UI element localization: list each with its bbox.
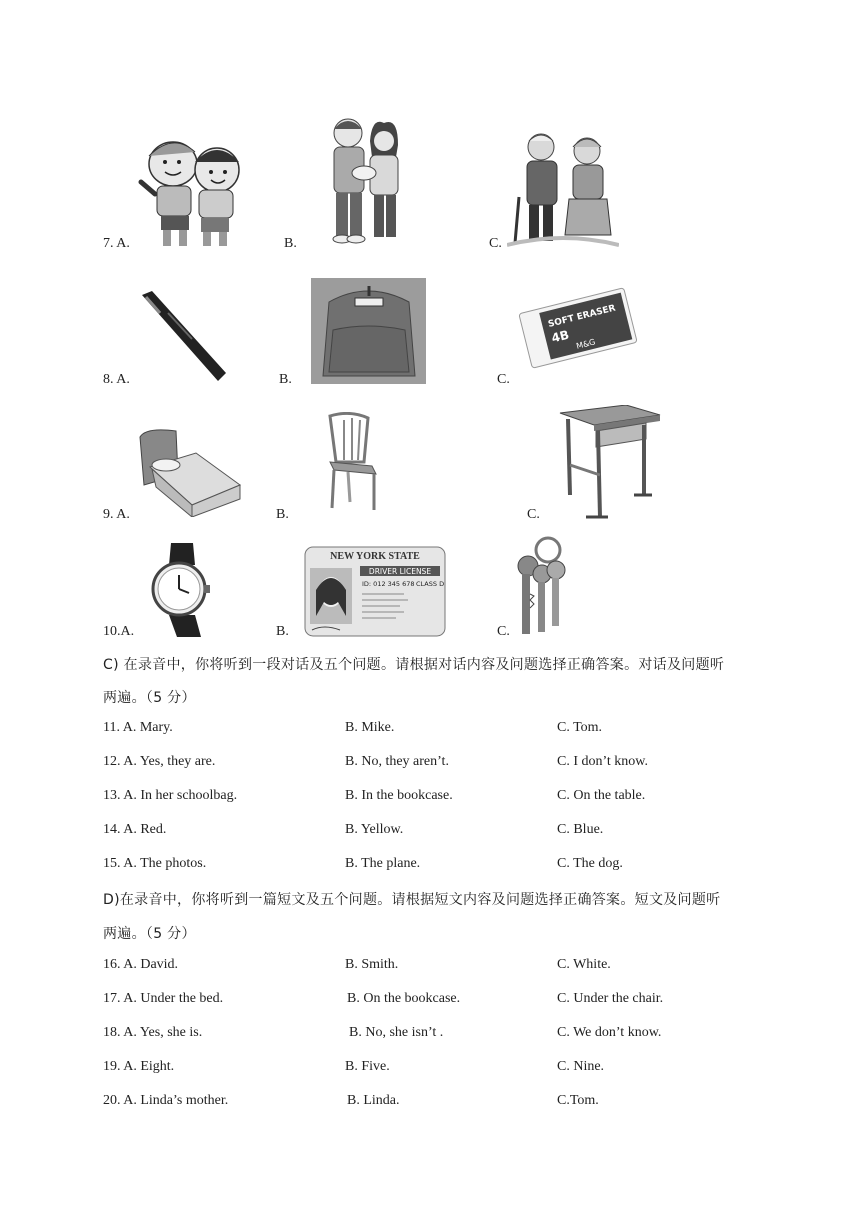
option-b: B. In the bookcase. xyxy=(345,788,453,803)
desk-icon xyxy=(556,405,662,521)
id-card-icon xyxy=(304,546,446,637)
option-a: 17. A. Under the bed. xyxy=(103,991,224,1006)
question-7-label: 7. A. xyxy=(103,236,130,251)
elderly-couple-icon xyxy=(507,127,619,249)
option-a: 14. A. Red. xyxy=(103,822,167,837)
card-sub-text: DRIVER LICENSE xyxy=(368,567,432,576)
section-d-instruction-line1: D)在录音中，你将听到一篇短文及五个问题。请根据短文内容及问题选择正确答案。短文及问题听 xyxy=(103,892,721,908)
option-c: C. Tom. xyxy=(557,720,603,735)
option-a: 13. A. In her schoolbag. xyxy=(103,788,238,803)
option-b: B. Five. xyxy=(345,1059,390,1074)
eraser-brand-text: M&G xyxy=(575,337,597,351)
question-7-option-c-label: C. xyxy=(489,236,502,251)
chair-icon xyxy=(322,412,382,512)
question-10-label: 10.A. xyxy=(103,624,135,639)
question-8-label: 8. A. xyxy=(103,372,130,387)
section-c-instruction-line2: 两遍。（5 分） xyxy=(103,690,196,706)
option-a: 18. A. Yes, she is. xyxy=(103,1025,203,1040)
question-7-option-b-label: B. xyxy=(284,236,297,251)
option-b: B. On the bookcase. xyxy=(347,991,461,1006)
option-b: B. The plane. xyxy=(345,856,421,871)
option-c: C. I don’t know. xyxy=(557,754,648,769)
option-a: 15. A. The photos. xyxy=(103,856,207,871)
backpack-icon xyxy=(311,278,426,384)
card-title-text: NEW YORK STATE xyxy=(330,551,420,562)
option-c: C. Nine. xyxy=(557,1059,605,1074)
keys-icon xyxy=(512,534,576,638)
question-10-option-c-label: C. xyxy=(497,624,510,639)
eraser-label-text: SOFT ERASER xyxy=(547,303,617,330)
option-b: B. No, they aren’t. xyxy=(345,754,449,769)
option-c: C. The dog. xyxy=(557,856,623,871)
pen-icon xyxy=(138,287,230,385)
option-a: 12. A. Yes, they are. xyxy=(103,754,216,769)
option-a: 11. A. Mary. xyxy=(103,720,173,735)
watch-icon xyxy=(149,543,211,637)
two-boys-icon xyxy=(133,132,249,250)
option-a: 19. A. Eight. xyxy=(103,1059,175,1074)
option-b: B. Mike. xyxy=(345,720,395,735)
card-id-text: ID: 012 345 678 xyxy=(362,580,415,588)
question-9-option-c-label: C. xyxy=(527,507,540,522)
option-b: B. Smith. xyxy=(345,957,399,972)
question-9-label: 9. A. xyxy=(103,507,130,522)
option-c: C. White. xyxy=(557,957,611,972)
option-c: C. On the table. xyxy=(557,788,646,803)
question-10-option-b-label: B. xyxy=(276,624,289,639)
eraser-grade-text: 4B xyxy=(550,327,571,346)
parents-with-baby-icon xyxy=(318,111,414,245)
option-a: 16. A. David. xyxy=(103,957,179,972)
eraser-icon xyxy=(516,278,640,378)
question-9-option-b-label: B. xyxy=(276,507,289,522)
option-a: 20. A. Linda’s mother. xyxy=(103,1093,229,1108)
question-8-option-c-label: C. xyxy=(497,372,510,387)
option-b: B. Yellow. xyxy=(345,822,404,837)
card-class-text: CLASS D xyxy=(416,580,445,588)
section-c-instruction-line1: C) 在录音中，你将听到一段对话及五个问题。请根据对话内容及问题选择正确答案。对话及问题听 xyxy=(103,657,725,673)
option-c: C.Tom. xyxy=(557,1093,599,1108)
section-d-instruction-line2: 两遍。（5 分） xyxy=(103,926,196,942)
option-b: B. Linda. xyxy=(347,1093,400,1108)
option-b: B. No, she isn’t . xyxy=(349,1025,444,1040)
question-8-option-b-label: B. xyxy=(279,372,292,387)
option-c: C. We don’t know. xyxy=(557,1025,662,1040)
option-c: C. Blue. xyxy=(557,822,604,837)
bed-icon xyxy=(136,425,246,517)
option-c: C. Under the chair. xyxy=(557,991,664,1006)
